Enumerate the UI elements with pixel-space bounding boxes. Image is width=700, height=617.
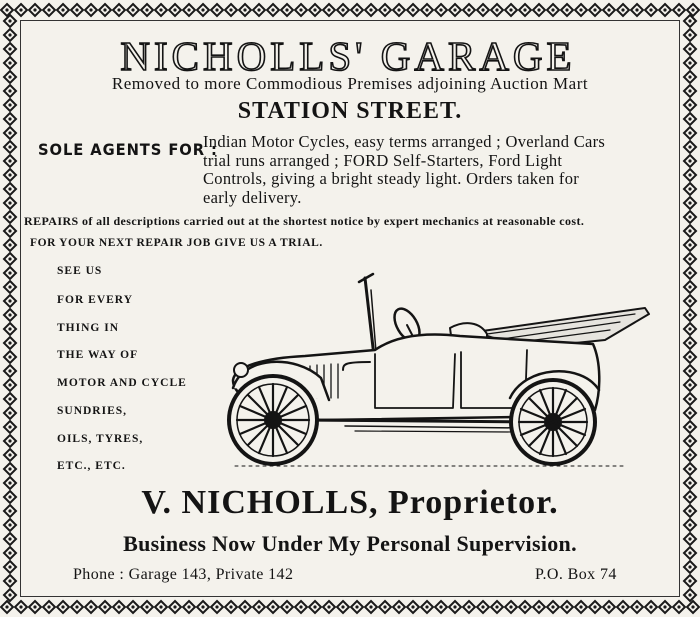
- border-dot: [8, 145, 11, 148]
- border-dot: [688, 327, 691, 330]
- border-dot: [467, 605, 470, 608]
- border-dot: [187, 605, 190, 608]
- border-dot: [621, 605, 624, 608]
- border-dot: [688, 47, 691, 50]
- border-dot: [607, 8, 610, 11]
- border-dot: [481, 8, 484, 11]
- agents-line: Controls, giving a bright steady light. Orders taken for: [203, 169, 580, 188]
- border-dot: [688, 89, 691, 92]
- border-dot: [229, 605, 232, 608]
- border-dot: [8, 75, 11, 78]
- border-dot: [8, 439, 11, 442]
- border-dot: [8, 411, 11, 414]
- border-dot: [8, 537, 11, 540]
- border-dot: [663, 605, 666, 608]
- border-dot: [688, 131, 691, 134]
- border-dot: [565, 8, 568, 11]
- border-dot: [8, 341, 11, 344]
- border-dot: [688, 453, 691, 456]
- border-dot: [688, 383, 691, 386]
- border-dot: [8, 369, 11, 372]
- border-dot: [89, 605, 92, 608]
- phone-line: Phone : Garage 143, Private 142: [73, 566, 294, 583]
- agents-line: Indian Motor Cycles, easy terms arranged ; Overland Cars: [203, 132, 606, 151]
- border-dot: [327, 8, 330, 11]
- border-dot: [159, 605, 162, 608]
- border-dot: [47, 605, 50, 608]
- border-dot: [688, 523, 691, 526]
- border-dot: [8, 257, 11, 260]
- border-dot: [688, 341, 691, 344]
- border-dot: [688, 593, 691, 596]
- border-dot: [481, 605, 484, 608]
- border-dot: [8, 495, 11, 498]
- border-dot: [688, 481, 691, 484]
- border-dot: [8, 19, 11, 22]
- agents-line: early delivery.: [203, 187, 302, 207]
- border-dot: [33, 605, 36, 608]
- border-dot: [688, 467, 691, 470]
- border-dot: [8, 229, 11, 232]
- border-dot: [201, 605, 204, 608]
- border-dot: [453, 605, 456, 608]
- border-dot: [688, 215, 691, 218]
- border-dot: [8, 523, 11, 526]
- border-dot: [688, 369, 691, 372]
- border-dot: [187, 8, 190, 11]
- border-dot: [383, 605, 386, 608]
- business-line: Business Now Under My Personal Supervision.: [123, 531, 577, 556]
- border-dot: [131, 605, 134, 608]
- street-heading: STATION STREET.: [237, 98, 463, 124]
- repairs-line: REPAIRS of all descriptions carried out at the shortest notice by expert mechanics at reasonable cost.: [24, 214, 585, 228]
- border-dot: [509, 8, 512, 11]
- border-dot: [341, 605, 344, 608]
- border-dot: [8, 425, 11, 428]
- border-dot: [425, 605, 428, 608]
- border-dot: [649, 8, 652, 11]
- border-dot: [688, 19, 691, 22]
- border-dot: [369, 8, 372, 11]
- see-us-line: ETC., ETC.: [57, 460, 126, 472]
- border-dot: [117, 8, 120, 11]
- border-dot: [425, 8, 428, 11]
- border-dot: [688, 145, 691, 148]
- border-left-pattern: [0, 0, 20, 617]
- border-dot: [8, 355, 11, 358]
- border-dot: [201, 8, 204, 11]
- border-dot: [355, 605, 358, 608]
- border-dot: [495, 605, 498, 608]
- see-us-line: SEE US: [57, 265, 103, 277]
- border-dot: [173, 8, 176, 11]
- border-dot: [688, 159, 691, 162]
- border-dot: [8, 551, 11, 554]
- border-dot: [688, 579, 691, 582]
- border-dot: [688, 425, 691, 428]
- border-dot: [299, 605, 302, 608]
- border-dot: [565, 605, 568, 608]
- border-dot: [397, 605, 400, 608]
- border-dot: [688, 61, 691, 64]
- border-dot: [117, 605, 120, 608]
- border-dot: [411, 605, 414, 608]
- border-dot: [271, 8, 274, 11]
- border-dot: [313, 605, 316, 608]
- border-dot: [8, 131, 11, 134]
- border-dot: [467, 8, 470, 11]
- border-dot: [8, 579, 11, 582]
- border-dot: [688, 355, 691, 358]
- border-top-pattern: [0, 0, 700, 20]
- sole-agents-text: [203, 133, 665, 207]
- border-dot: [8, 397, 11, 400]
- border-dot: [411, 8, 414, 11]
- page-title: NICHOLLS' GARAGE: [120, 33, 576, 79]
- border-dot: [243, 605, 246, 608]
- border-dot: [257, 8, 260, 11]
- border-dot: [579, 8, 582, 11]
- see-us-line: THING IN: [57, 322, 119, 334]
- trial-line: FOR YOUR NEXT REPAIR JOB GIVE US A TRIAL.: [30, 237, 323, 249]
- border-dot: [8, 481, 11, 484]
- border-dot: [439, 8, 442, 11]
- border-dot: [383, 8, 386, 11]
- border-dot: [593, 8, 596, 11]
- border-dot: [8, 215, 11, 218]
- border-dot: [75, 605, 78, 608]
- border-dot: [688, 271, 691, 274]
- border-dot: [257, 605, 260, 608]
- border-dot: [593, 605, 596, 608]
- border-dot: [551, 605, 554, 608]
- border-dot: [537, 8, 540, 11]
- border-dot: [327, 605, 330, 608]
- border-dot: [8, 201, 11, 204]
- border-dot: [61, 605, 64, 608]
- border-dot: [8, 243, 11, 246]
- border-dot: [688, 33, 691, 36]
- border-dot: [688, 411, 691, 414]
- border-dot: [299, 8, 302, 11]
- border-dot: [271, 605, 274, 608]
- border-dot: [579, 605, 582, 608]
- border-dot: [8, 285, 11, 288]
- border-dot: [688, 229, 691, 232]
- border-right-pattern: [680, 0, 700, 617]
- border-dot: [8, 33, 11, 36]
- border-dot: [495, 8, 498, 11]
- border-dot: [688, 243, 691, 246]
- border-dot: [145, 8, 148, 11]
- agents-line: trial runs arranged ; FORD Self-Starters, Ford Light: [203, 150, 563, 170]
- border-dot: [75, 8, 78, 11]
- border-dot: [8, 327, 11, 330]
- border-dot: [439, 605, 442, 608]
- border-dot: [649, 605, 652, 608]
- see-us-line: OILS, TYRES,: [57, 433, 144, 445]
- border-dot: [607, 605, 610, 608]
- border-dot: [663, 8, 666, 11]
- border-dot: [523, 8, 526, 11]
- border-dot: [688, 551, 691, 554]
- border-dot: [103, 8, 106, 11]
- border-dot: [8, 47, 11, 50]
- border-dot: [285, 8, 288, 11]
- border-dot: [215, 605, 218, 608]
- border-dot: [8, 103, 11, 106]
- border-dot: [397, 8, 400, 11]
- border-dot: [8, 313, 11, 316]
- border-dot: [523, 605, 526, 608]
- border-dot: [369, 605, 372, 608]
- border-dot: [688, 313, 691, 316]
- border-dot: [8, 299, 11, 302]
- border-dot: [229, 8, 232, 11]
- border-dot: [103, 605, 106, 608]
- border-dot: [8, 61, 11, 64]
- border-dot: [61, 8, 64, 11]
- see-us-line: THE WAY OF: [57, 349, 139, 361]
- see-us-line: MOTOR AND CYCLE: [57, 377, 187, 389]
- border-dot: [173, 605, 176, 608]
- border-dot: [8, 271, 11, 274]
- see-us-line: FOR EVERY: [57, 294, 134, 306]
- border-dot: [8, 187, 11, 190]
- border-dot: [688, 299, 691, 302]
- border-dot: [621, 8, 624, 11]
- border-dot: [8, 453, 11, 456]
- border-dot: [537, 605, 540, 608]
- border-dot: [355, 8, 358, 11]
- border-dot: [159, 8, 162, 11]
- sole-agents-label: SOLE AGENTS FOR :: [38, 140, 218, 159]
- border-dot: [635, 605, 638, 608]
- border-dot: [131, 8, 134, 11]
- border-dot: [688, 565, 691, 568]
- touring-car-illustration: [225, 270, 660, 480]
- border-dot: [688, 201, 691, 204]
- border-dot: [8, 593, 11, 596]
- border-dot: [688, 285, 691, 288]
- border-dot: [635, 8, 638, 11]
- border-dot: [47, 8, 50, 11]
- border-dot: [8, 565, 11, 568]
- proprietor-line: V. NICHOLLS, Proprietor.: [141, 484, 559, 521]
- border-dot: [8, 467, 11, 470]
- border-dot: [8, 159, 11, 162]
- border-dot: [551, 8, 554, 11]
- border-dot: [688, 537, 691, 540]
- border-dot: [313, 8, 316, 11]
- border-dot: [688, 439, 691, 442]
- border-dot: [509, 605, 512, 608]
- border-dot: [688, 495, 691, 498]
- border-dot: [688, 103, 691, 106]
- border-dot: [285, 605, 288, 608]
- border-dot: [688, 173, 691, 176]
- border-dot: [688, 75, 691, 78]
- border-bottom-pattern: [0, 597, 700, 617]
- border-dot: [453, 8, 456, 11]
- border-dot: [8, 89, 11, 92]
- border-dot: [8, 173, 11, 176]
- border-dot: [688, 509, 691, 512]
- border-dot: [688, 397, 691, 400]
- po-box-line: P.O. Box 74: [535, 566, 617, 583]
- subtitle: Removed to more Commodious Premises adjoining Auction Mart: [111, 74, 589, 93]
- border-dot: [688, 257, 691, 260]
- see-us-line: SUNDRIES,: [57, 405, 128, 417]
- border-dot: [89, 8, 92, 11]
- border-dot: [8, 383, 11, 386]
- border-dot: [688, 117, 691, 120]
- border-dot: [215, 8, 218, 11]
- border-dot: [8, 117, 11, 120]
- border-dot: [688, 187, 691, 190]
- border-dot: [33, 8, 36, 11]
- border-dot: [341, 8, 344, 11]
- border-dot: [243, 8, 246, 11]
- border-dot: [145, 605, 148, 608]
- border-dot: [8, 509, 11, 512]
